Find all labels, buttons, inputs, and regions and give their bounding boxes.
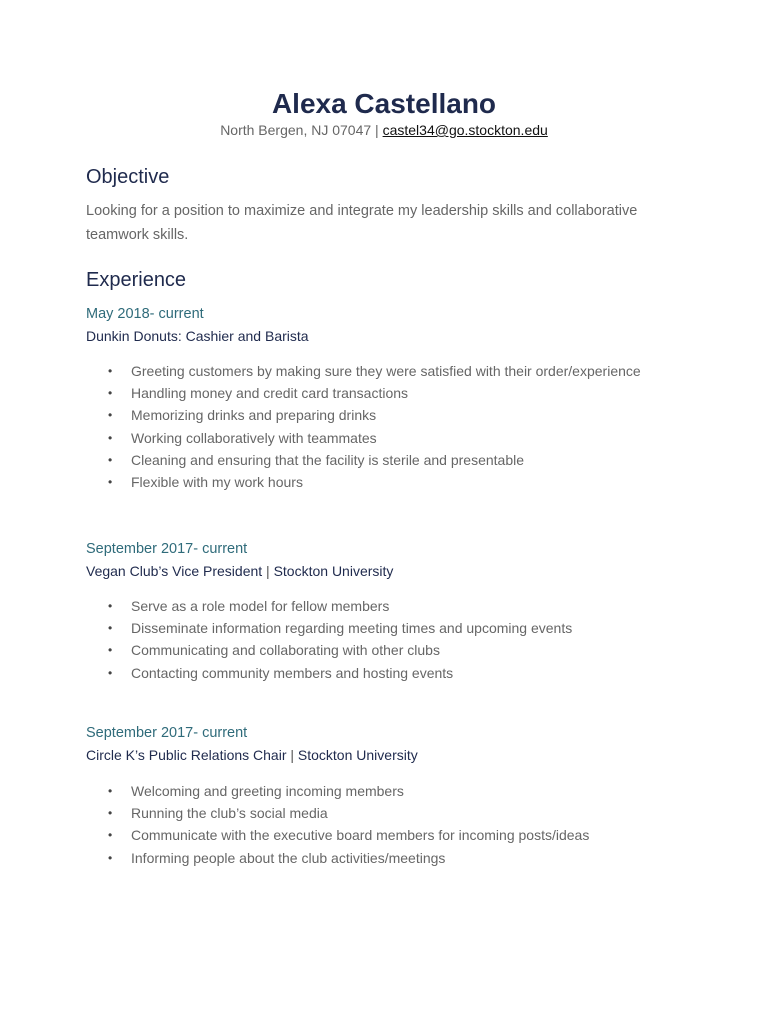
job-role: Dunkin Donuts: Cashier and Barista xyxy=(86,328,309,344)
experience-heading: Experience xyxy=(86,269,187,291)
job-title xyxy=(86,325,706,347)
bullet-icon: • xyxy=(108,452,113,467)
bullet-icon: • xyxy=(108,850,113,865)
job-date: May 2018- current xyxy=(86,306,204,322)
duty-text: Disseminate information regarding meeting times and upcoming events xyxy=(131,620,573,637)
duty-text: Contacting community members and hosting events xyxy=(131,664,454,681)
bullet-icon: • xyxy=(108,430,113,445)
list-item xyxy=(86,404,641,426)
job-role: Circle K’s Public Relations Chair xyxy=(86,747,287,763)
bullet-icon: • xyxy=(108,364,113,378)
duty-text: Memorizing drinks and preparing drinks xyxy=(131,407,377,424)
list-item xyxy=(86,427,641,449)
bullet-icon: • xyxy=(108,665,113,680)
list-item xyxy=(86,471,641,493)
candidate-name: Alexa Castellano xyxy=(271,88,497,119)
bullet-icon: • xyxy=(108,784,113,798)
list-item xyxy=(86,639,572,661)
list-item xyxy=(86,780,589,802)
duty-text: Flexible with my work hours xyxy=(131,474,303,491)
job-date: September 2017- current xyxy=(86,541,248,557)
bullet-icon: • xyxy=(108,621,113,636)
duty-text: Communicate with the executive board members for incoming posts/ideas xyxy=(131,827,590,844)
bullet-icon: • xyxy=(108,475,113,490)
duty-text: Serve as a role model for fellow members xyxy=(131,598,390,614)
duty-text: Cleaning and ensuring that the facility is sterile and presentable xyxy=(131,451,525,468)
location-text: North Bergen, NJ 07047 | xyxy=(220,122,383,138)
job-role: Vegan Club’s Vice President xyxy=(86,563,263,579)
list-item xyxy=(86,824,589,846)
list-item xyxy=(86,360,641,382)
title-separator: | xyxy=(286,747,298,763)
bullet-icon: • xyxy=(108,599,113,613)
duty-text: Greeting customers by making sure they were satisfied with their order/experience xyxy=(131,363,641,379)
experience-entry xyxy=(86,538,706,681)
duty-text: Communicating and collaborating with other clubs xyxy=(131,642,440,659)
list-item xyxy=(86,662,572,684)
job-title xyxy=(86,744,706,766)
duty-text: Running the club’s social media xyxy=(131,805,328,822)
job-duties-list xyxy=(86,780,589,869)
experience-entry xyxy=(86,303,706,491)
duty-text: Welcoming and greeting incoming members xyxy=(131,783,404,799)
job-organization: Stockton University xyxy=(297,747,418,763)
job-date: September 2017- current xyxy=(86,725,248,741)
list-item xyxy=(86,847,589,869)
list-item xyxy=(86,595,572,617)
email-link[interactable]: castel34@go.stockton.edu xyxy=(382,122,548,138)
job-title xyxy=(86,560,706,582)
duty-text: Working collaboratively with teammates xyxy=(131,429,377,446)
bullet-icon: • xyxy=(108,408,113,423)
bullet-icon: • xyxy=(108,643,113,658)
job-duties-list xyxy=(86,360,641,493)
objective-text: Looking for a position to maximize and integrate my leadership skills and collaborative teamwork skills. xyxy=(86,203,638,243)
list-item xyxy=(86,802,589,824)
title-separator: | xyxy=(262,563,274,579)
list-item xyxy=(86,449,641,471)
job-duties-list xyxy=(86,595,572,684)
bullet-icon: • xyxy=(108,828,113,843)
bullet-icon: • xyxy=(108,386,113,401)
list-item xyxy=(86,617,572,639)
job-organization: Stockton University xyxy=(273,563,394,579)
duty-text: Informing people about the club activities/meetings xyxy=(131,849,446,866)
bullet-icon: • xyxy=(108,806,113,821)
duty-text: Handling money and credit card transactions xyxy=(131,385,409,402)
list-item xyxy=(86,382,641,404)
objective-heading: Objective xyxy=(86,166,170,188)
contact-line xyxy=(0,121,768,139)
experience-entry xyxy=(86,722,706,866)
